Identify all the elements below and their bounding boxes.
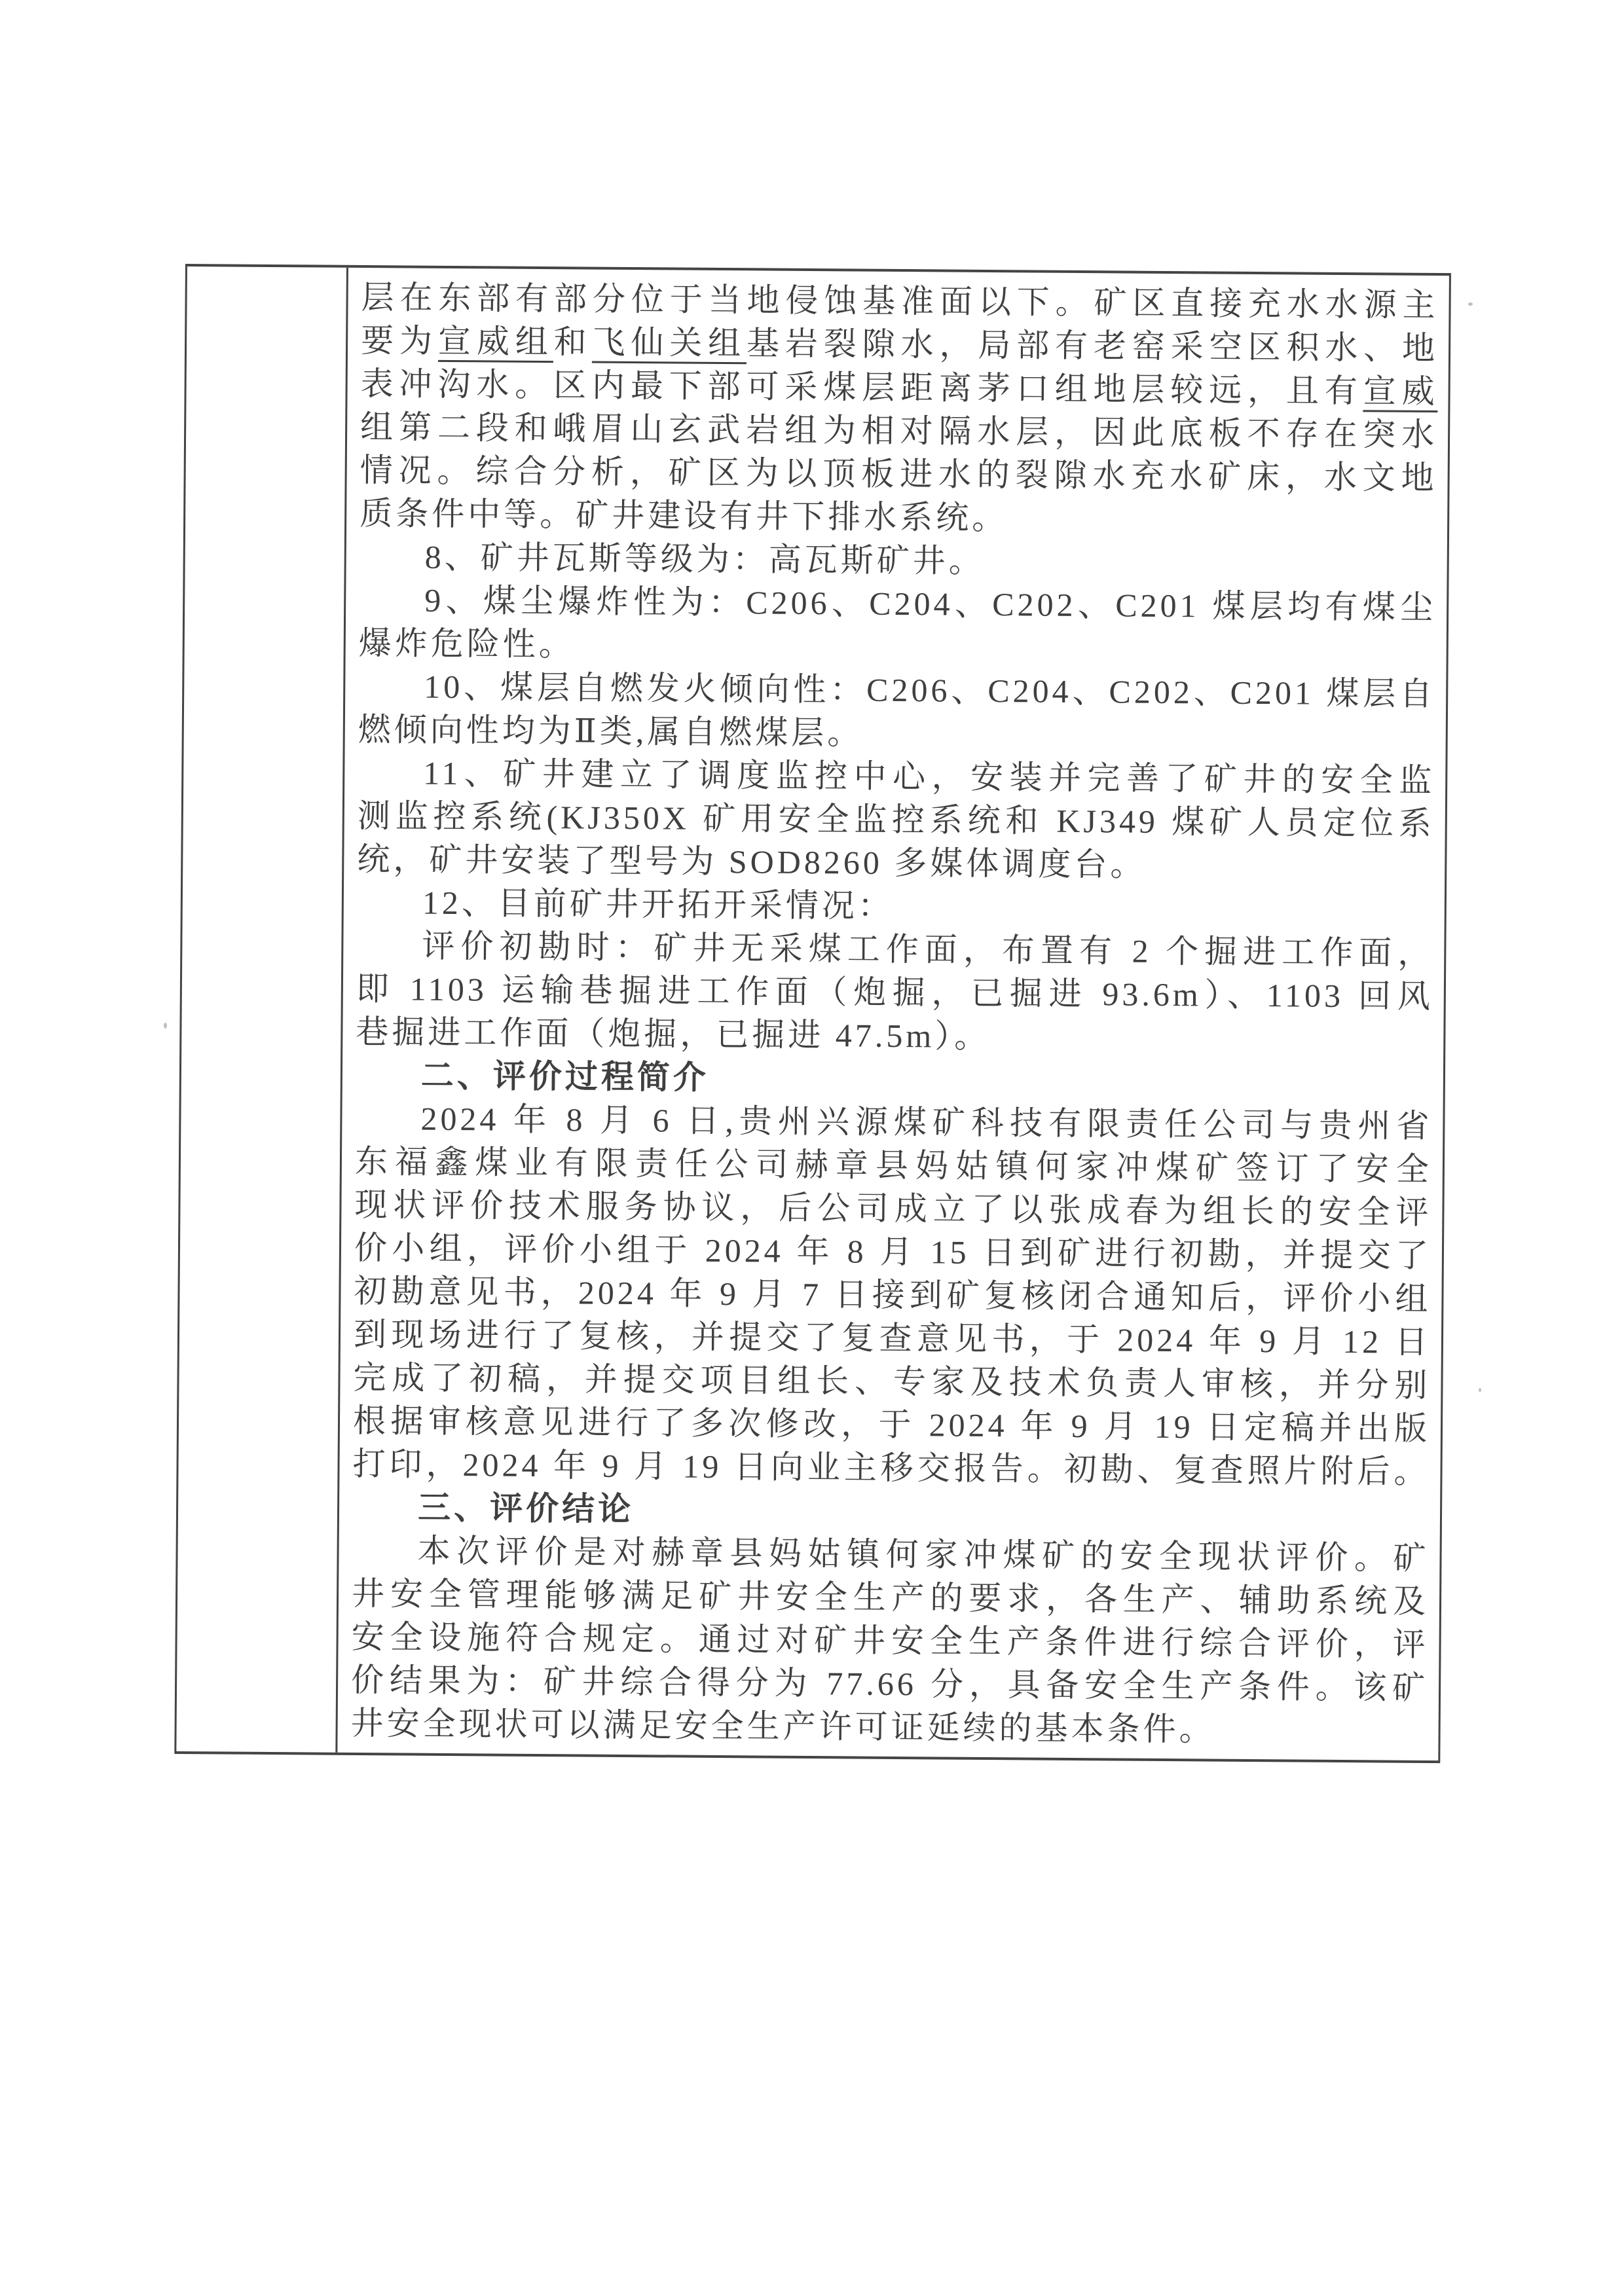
text-segment: 2024 年 8 月 6 日,贵州兴源煤矿科技有限责任公司与贵州省 [420,1100,1433,1144]
text-segment: 打印，2024 年 9 月 19 日向业主移交报告。初勘、复查照片附后。 [352,1445,1430,1490]
text-line [356,924,1433,975]
text-segment: 8、矿井瓦斯等级为：高瓦斯矿井。 [424,538,985,579]
text-segment: 井安全管理能够满足矿井安全生产的要求，各生产、辅助系统及 [351,1575,1430,1620]
text-line [358,708,1435,759]
text-segment: 价结果为：矿井综合得分为 77.66 分，具备安全生产条件。该矿 [350,1661,1429,1706]
text-line [357,837,1434,888]
text-segment: 初勘意见书，2024 年 9 月 7 日接到矿复核闭合通知后，评价小组 [354,1272,1431,1317]
proper-noun-underline: 宣威 [1363,373,1438,412]
text-line [358,751,1435,802]
text-line [359,578,1436,629]
text-segment: 现状评价技术服务协议，后公司成立了以张成春为组长的安全评 [354,1186,1432,1231]
proper-noun-underline: 宣威组 [438,323,554,363]
text-line [360,492,1437,543]
text-line [357,881,1434,932]
text-line [358,665,1435,716]
text-segment: 东福鑫煤业有限责任公司赫章县妈姑镇何家冲煤矿签订了安全 [354,1142,1433,1188]
text-segment: 11、矿井建立了调度监控中心，安装并完善了矿井的安全监 [423,754,1435,799]
text-segment: 到现场进行了复核，并提交了复查意见书，于 2024 年 9 月 12 日 [353,1315,1431,1360]
content-cell [337,268,1449,1760]
text-line [354,1183,1431,1234]
text-line [352,1442,1430,1493]
text-line [350,1702,1428,1753]
text-segment: 根据审核意见进行了多次修改，于 2024 年 9 月 19 日定稿并出版 [352,1402,1431,1447]
scan-speckle [1479,1388,1481,1392]
text-line [354,1313,1431,1364]
text-lines [350,276,1438,1753]
text-segment: 巷掘进工作面（炮掘，已掘进 47.5m）。 [356,1013,991,1055]
text-line [361,276,1438,327]
scan-speckle [164,1023,167,1029]
proper-noun-underline: 飞仙关组 [592,324,747,365]
text-line [361,319,1438,370]
text-line [359,535,1436,586]
text-segment: 爆炸危险性。 [358,624,575,663]
text-segment: 10、煤层自燃发火倾向性：C206、C204、C202、C201 煤层自 [424,668,1436,713]
text-line [353,1356,1430,1407]
text-segment: 12、目前矿井开拓开采情况： [422,884,895,924]
text-line [352,1485,1430,1537]
text-line [354,1226,1431,1277]
content-table [174,264,1451,1763]
text-segment: 要为 [360,321,439,359]
text-line [352,1572,1429,1623]
text-segment: 评价初勘时：矿井无采煤工作面，布置有 2 个掘进工作面， [422,927,1434,972]
text-line [355,1140,1432,1191]
text-line [351,1615,1428,1666]
row-label-cell [176,266,348,1753]
text-segment: 井安全现状可以满足安全生产许可证延续的基本条件。 [350,1704,1215,1748]
text-line [353,1399,1430,1450]
text-line [355,1097,1432,1148]
text-line [359,621,1436,672]
text-segment: 燃倾向性均为Ⅱ类,属自燃煤层。 [358,710,864,752]
text-segment: 统，矿井安装了型号为 SOD8260 多媒体调度台。 [357,840,1147,883]
text-segment: 价小组，评价小组于 2024 年 8 月 15 日到矿进行初勘，并提交了 [354,1229,1432,1274]
text-segment: 安全设施符合规定。通过对矿井安全生产条件进行综合评价，评 [351,1618,1429,1663]
text-segment: 完成了初稿，并提交项目组长、专家及技术负责人审核，并分别 [353,1358,1431,1404]
text-segment: 本次评价是对赫章县妈姑镇何家冲煤矿的安全现状评价。矿 [417,1532,1430,1576]
text-line [360,448,1437,500]
text-line [351,1658,1428,1709]
text-line [360,405,1437,456]
text-line [352,1529,1429,1580]
text-segment: 表冲沟水。区内最下部可采煤层距离茅口组地层较远，且有 [360,365,1363,410]
text-line [356,1010,1433,1061]
text-segment: 情况。综合分析，矿区为以顶板进水的裂隙水充水矿床，水文地 [360,451,1437,497]
text-segment: 二、评价过程简介 [420,1057,710,1096]
text-segment: 基岩裂隙水，局部有老窑采空区积水、地 [746,325,1439,367]
text-line [354,1269,1431,1321]
text-segment: 质条件中等。矿井建设有井下排水系统。 [360,494,1008,537]
scan-speckle [1468,302,1473,306]
text-segment: 三、评价结论 [417,1489,635,1528]
text-segment: 测监控系统(KJ350X 矿用安全监控系统和 KJ349 煤矿人员定位系 [357,797,1435,843]
text-segment: 9、煤尘爆炸性为：C206、C204、C202、C201 煤层均有煤尘 [424,581,1437,627]
text-line [356,1053,1433,1104]
text-segment: 即 1103 运输巷掘进工作面（炮掘，已掘进 93.6m）、1103 回风 [356,970,1434,1015]
text-line [360,362,1437,413]
text-segment: 和 [553,323,593,361]
text-line [356,967,1433,1018]
text-segment: 层在东部有部分位于当地侵蚀基准面以下。矿区直接充水水源主 [361,278,1439,324]
text-line [358,794,1435,845]
text-segment: 组第二段和峨眉山玄武岩组为相对隔水层，因此底板不存在突水 [360,408,1438,454]
